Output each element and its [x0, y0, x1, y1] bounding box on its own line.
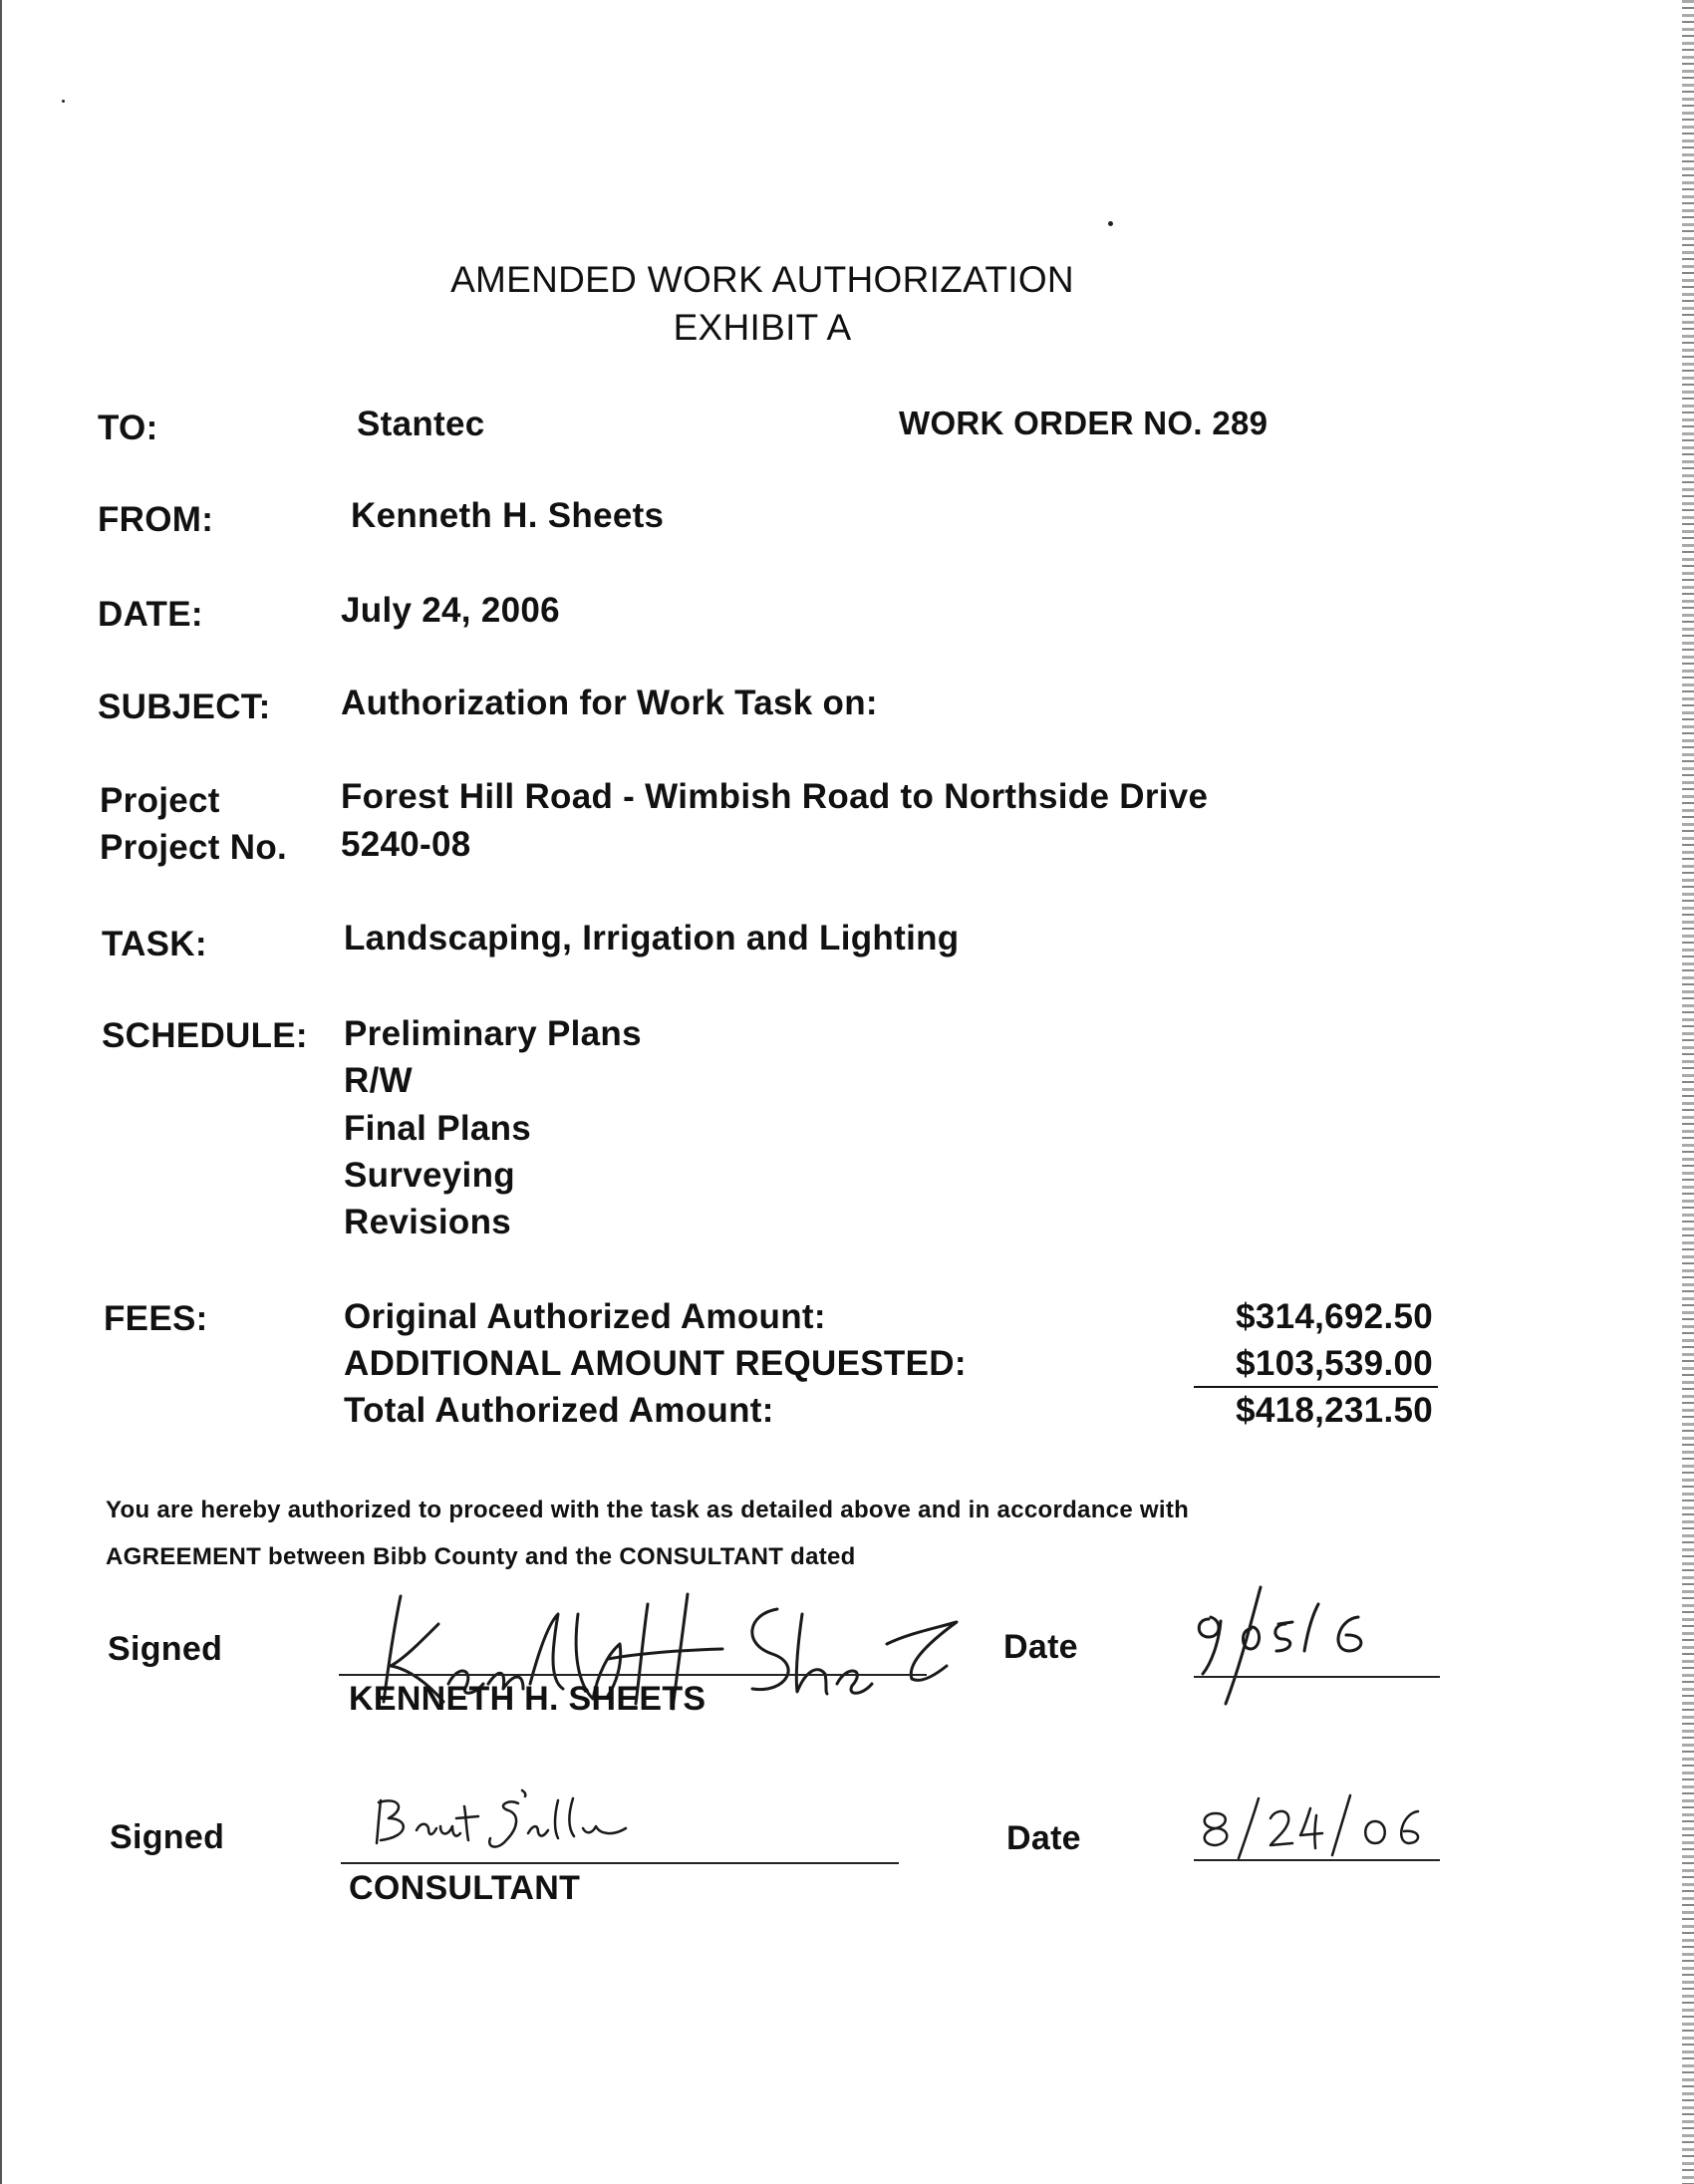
consultant-date-line: [1194, 1859, 1440, 1861]
scan-edge-left: [0, 0, 2, 2184]
owner-signer-name: KENNETH H. SHEETS: [349, 1680, 706, 1718]
to-label: TO:: [98, 409, 158, 447]
fee-row-amount: $314,692.50: [1236, 1297, 1433, 1336]
signed-label: Signed: [108, 1630, 223, 1668]
date-label: Date: [1006, 1819, 1081, 1857]
owner-date-line: [1194, 1676, 1440, 1678]
consultant-signature-line: [341, 1862, 899, 1864]
schedule-item: R/W: [344, 1061, 413, 1100]
document-subtitle: EXHIBIT A: [673, 307, 852, 348]
authorization-text-line1: You are hereby authorized to proceed with the task as detailed above and in accordance with: [106, 1497, 1190, 1523]
task-label: TASK:: [102, 925, 207, 963]
document-title: AMENDED WORK AUTHORIZATION: [450, 259, 1074, 300]
work-order-number: WORK ORDER NO. 289: [899, 405, 1269, 441]
scan-edge-right: [1682, 0, 1694, 2184]
schedule-item: Surveying: [344, 1156, 515, 1195]
owner-handwritten-date: [1181, 1579, 1410, 1709]
fee-row-amount: $418,231.50: [1236, 1391, 1433, 1430]
authorization-text-line2: AGREEMENT between Bibb County and the CONSULTANT dated: [106, 1543, 856, 1570]
date-label: Date: [1003, 1628, 1078, 1666]
project-no-label: Project No.: [100, 828, 288, 867]
schedule-item: Preliminary Plans: [344, 1014, 642, 1053]
scan-speck: [62, 100, 65, 103]
schedule-item: Revisions: [344, 1203, 512, 1241]
fee-row-amount: $103,539.00: [1236, 1344, 1433, 1383]
schedule-item: Final Plans: [344, 1109, 532, 1148]
project-label: Project: [100, 781, 220, 820]
fee-row-label: ADDITIONAL AMOUNT REQUESTED:: [344, 1344, 967, 1383]
task-value: Landscaping, Irrigation and Lighting: [344, 919, 960, 957]
consultant-signer-name: CONSULTANT: [349, 1869, 581, 1907]
date-value: July 24, 2006: [341, 591, 560, 630]
subject-label: SUBJECT:: [98, 687, 271, 726]
fee-row-label: Original Authorized Amount:: [344, 1297, 826, 1336]
signed-label: Signed: [110, 1818, 225, 1856]
consultant-handwritten-date: [1191, 1793, 1440, 1863]
scan-speck: [1108, 221, 1113, 226]
project-value: Forest Hill Road - Wimbish Road to Northside Drive: [341, 777, 1209, 816]
owner-signature-line: [339, 1674, 927, 1676]
schedule-label: SCHEDULE:: [102, 1016, 308, 1055]
project-no-value: 5240-08: [341, 825, 471, 864]
date-label: DATE:: [98, 595, 203, 634]
total-underline: [1194, 1386, 1438, 1388]
from-value: Kenneth H. Sheets: [351, 496, 665, 535]
subject-value: Authorization for Work Task on:: [341, 683, 878, 722]
fees-label: FEES:: [104, 1299, 208, 1338]
consultant-signature-image: [369, 1788, 668, 1858]
fee-row-label: Total Authorized Amount:: [344, 1391, 774, 1430]
to-value: Stantec: [357, 405, 485, 443]
from-label: FROM:: [98, 500, 214, 539]
